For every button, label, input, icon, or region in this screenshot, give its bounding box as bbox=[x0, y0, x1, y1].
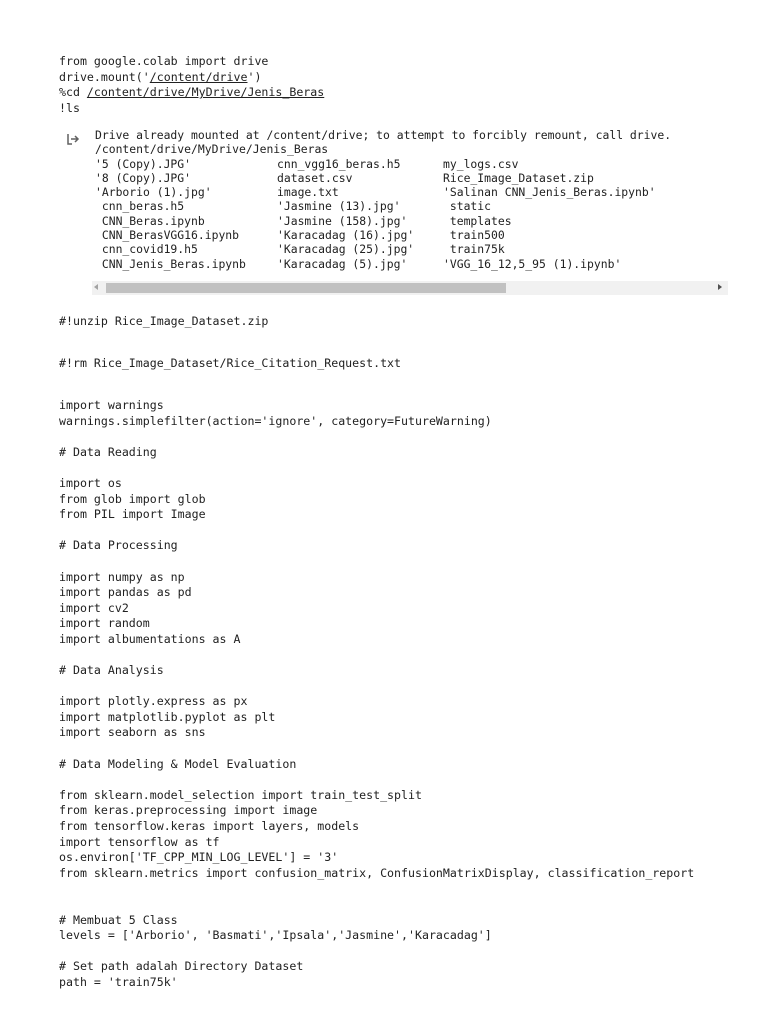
code-line bbox=[59, 460, 734, 476]
code-line: import random bbox=[59, 616, 150, 631]
code-line: import cv2 bbox=[59, 600, 129, 615]
code-comment-line: # Data Processing bbox=[59, 538, 178, 553]
scroll-left-arrow-icon[interactable] bbox=[94, 284, 98, 290]
ls-entry: train75k bbox=[443, 242, 505, 257]
path-link-content-drive[interactable]: /content/drive bbox=[149, 69, 248, 84]
code-line bbox=[59, 554, 734, 570]
ls-row bbox=[95, 171, 728, 185]
ls-entry: CNN_BerasVGG16.ipynb bbox=[95, 228, 240, 243]
code-line: import warnings bbox=[59, 398, 164, 412]
ls-entry: static bbox=[443, 199, 492, 214]
code-line bbox=[59, 429, 734, 445]
code-line bbox=[59, 648, 734, 664]
code-line: from sklearn.model_selection import train_test_split bbox=[59, 787, 422, 802]
code-cell-drive-mount[interactable] bbox=[59, 54, 734, 116]
code-line bbox=[59, 881, 734, 897]
path-link-jenis-beras[interactable]: /content/drive/MyDrive/Jenis_Beras bbox=[86, 85, 325, 100]
code-line: #!rm Rice_Image_Dataset/Rice_Citation_Request.txt bbox=[59, 356, 402, 370]
output-line: /content/drive/MyDrive/Jenis_Beras bbox=[95, 142, 329, 157]
code-comment-line: # Data Modeling & Model Evaluation bbox=[59, 756, 297, 771]
code-line: path = 'train75k' bbox=[59, 974, 178, 989]
code-line: from tensorflow.keras import layers, models bbox=[59, 819, 360, 834]
code-line bbox=[59, 679, 734, 695]
ls-entry: my_logs.csv bbox=[443, 156, 519, 171]
ls-entry: 'Karacadag (25).jpg' bbox=[277, 242, 415, 257]
code-line: os.environ['TF_CPP_MIN_LOG_LEVEL'] = '3' bbox=[59, 850, 339, 865]
code-line: from sklearn.metrics import confusion_matrix, ConfusionMatrixDisplay, classification_report bbox=[59, 865, 695, 880]
code-line: #!unzip Rice_Image_Dataset.zip bbox=[59, 314, 269, 328]
code-line: from google.colab import drive bbox=[59, 54, 269, 68]
code-line bbox=[59, 523, 734, 539]
ls-row bbox=[95, 228, 728, 242]
ls-entry: 'Jasmine (158).jpg' bbox=[277, 213, 408, 228]
code-comment-line: # Data Analysis bbox=[59, 663, 164, 678]
ls-entry: CNN_Beras.ipynb bbox=[95, 213, 205, 228]
code-line: from glob import glob bbox=[59, 491, 206, 506]
code-line bbox=[59, 772, 734, 788]
code-line: import plotly.express as px bbox=[59, 694, 248, 709]
ls-entry: 'Karacadag (16).jpg' bbox=[277, 228, 415, 243]
code-line bbox=[59, 741, 734, 757]
ls-entry: 'Arborio (1).jpg' bbox=[95, 185, 212, 200]
code-cell-imports[interactable] bbox=[59, 398, 734, 991]
code-line: warnings.simplefilter(action='ignore', category=FutureWarning) bbox=[59, 413, 492, 428]
code-comment-line: # Membuat 5 Class bbox=[59, 912, 178, 927]
ls-entry: CNN_Jenis_Beras.ipynb bbox=[95, 256, 246, 271]
code-line: import tensorflow as tf bbox=[59, 834, 220, 849]
ls-row bbox=[95, 242, 728, 256]
ls-entry: '5 (Copy).JPG' bbox=[95, 156, 192, 171]
ls-row bbox=[95, 199, 728, 213]
ls-row bbox=[95, 214, 728, 228]
ls-entry: cnn_beras.h5 bbox=[95, 199, 185, 214]
code-line: from PIL import Image bbox=[59, 507, 206, 522]
ls-entry: dataset.csv bbox=[277, 170, 353, 185]
ls-entry: cnn_vgg16_beras.h5 bbox=[277, 156, 401, 171]
ls-entry: templates bbox=[443, 213, 512, 228]
output-text bbox=[95, 128, 728, 271]
output-line: Drive already mounted at /content/drive; to attempt to forcibly remount, call drive. bbox=[95, 128, 672, 142]
output-horizontal-scrollbar[interactable] bbox=[92, 281, 728, 295]
code-line: import albumentations as A bbox=[59, 631, 241, 646]
ls-entry: '8 (Copy).JPG' bbox=[95, 170, 192, 185]
ls-entry: Rice_Image_Dataset.zip bbox=[443, 170, 594, 185]
code-comment-line: # Data Reading bbox=[59, 444, 157, 459]
code-line: !ls bbox=[59, 100, 80, 115]
code-line: import seaborn as sns bbox=[59, 725, 206, 740]
code-comment-line: # Set path adalah Directory Dataset bbox=[59, 959, 304, 974]
code-line: import os bbox=[59, 475, 122, 490]
code-line: import pandas as pd bbox=[59, 585, 192, 600]
ls-entry: 'Jasmine (13).jpg' bbox=[277, 199, 401, 214]
ls-entry: 'Salinan CNN_Jenis_Beras.ipynb' bbox=[443, 185, 656, 200]
code-line: import numpy as np bbox=[59, 569, 185, 584]
code-line: import matplotlib.pyplot as plt bbox=[59, 709, 276, 724]
ls-entry: 'VGG_16_12,5_95 (1).ipynb' bbox=[443, 256, 622, 271]
code-line bbox=[59, 897, 734, 913]
code-line bbox=[59, 944, 734, 960]
scroll-right-arrow-icon[interactable] bbox=[718, 284, 722, 290]
ls-entry: cnn_covid19.h5 bbox=[95, 242, 198, 257]
ls-listing bbox=[95, 157, 728, 271]
scrollbar-thumb[interactable] bbox=[106, 283, 506, 293]
code-cell-rm[interactable] bbox=[59, 356, 734, 372]
ls-row bbox=[95, 257, 728, 271]
code-cell-unzip[interactable] bbox=[59, 314, 734, 330]
code-line: drive.mount('/content/drive') bbox=[59, 69, 262, 84]
code-line: %cd /content/drive/MyDrive/Jenis_Beras bbox=[59, 85, 325, 100]
output-redirect-icon[interactable] bbox=[66, 132, 80, 146]
ls-row bbox=[95, 185, 728, 199]
ls-entry: train500 bbox=[443, 228, 505, 243]
ls-entry: image.txt bbox=[277, 185, 339, 200]
code-line: from keras.preprocessing import image bbox=[59, 803, 318, 818]
code-line: levels = ['Arborio', 'Basmati','Ipsala','Jasmine','Karacadag'] bbox=[59, 928, 492, 943]
ls-row bbox=[95, 157, 728, 171]
ls-entry: 'Karacadag (5).jpg' bbox=[277, 256, 408, 271]
